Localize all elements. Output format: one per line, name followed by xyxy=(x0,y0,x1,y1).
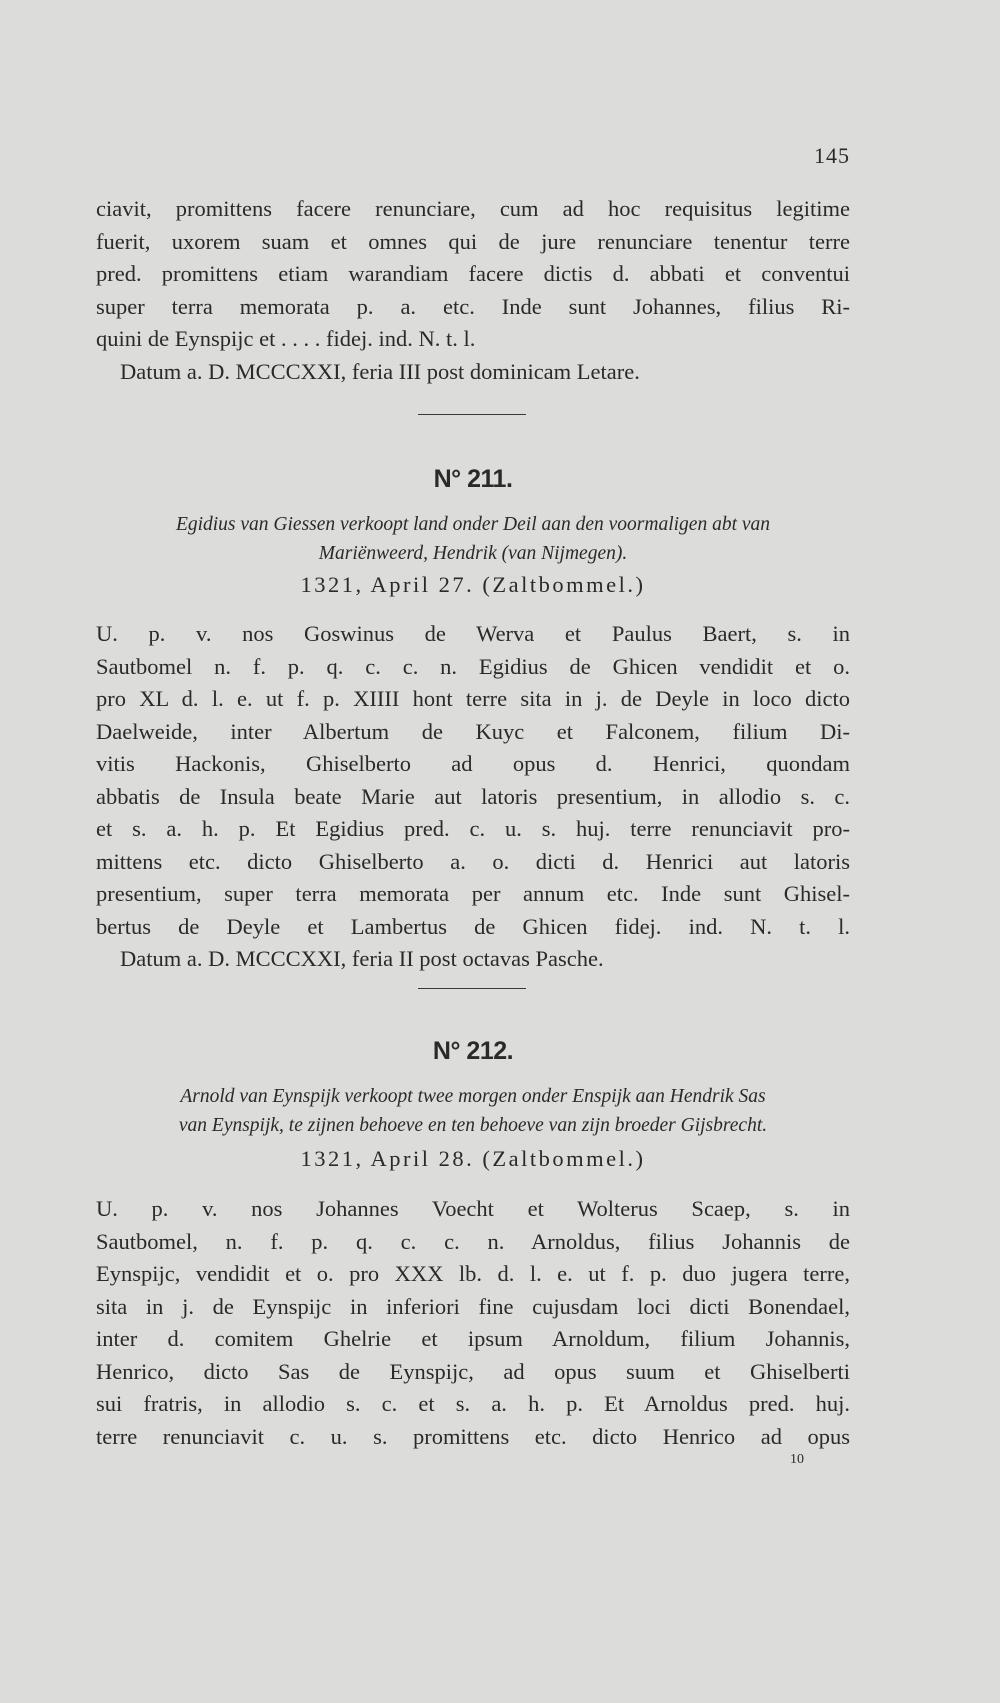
text-line: super terra memorata p. a. etc. Inde sunt Johannes, filius Ri- xyxy=(96,293,850,319)
summary-line: Mariënweerd, Hendrik (van Nijmegen). xyxy=(318,543,628,564)
text-line: U. p. v. nos Goswinus de Werva et Paulus Baert, s. in xyxy=(96,621,850,646)
summary-line: Arnold van Eynspijk verkoopt twee morgen onder Enspijk aan Hendrik Sas xyxy=(180,1086,766,1107)
entry-211-text xyxy=(96,618,850,976)
text-line: pred. promittens etiam warandiam facere dictis d. abbati et conventui xyxy=(96,261,850,286)
text-line: vitis Hackonis, Ghiselberto ad opus d. Henrici, quondam xyxy=(96,751,850,776)
text-line: pro XL d. l. e. ut f. p. XIIII hont terre sita in j. de Deyle in loco dicto xyxy=(96,686,850,711)
section-divider xyxy=(418,414,526,415)
entry-211-date: 1321, April 27. (Zaltbommel.) xyxy=(300,572,646,597)
text-line: ciavit, promittens facere renunciare, cum ad hoc requisitus legitime xyxy=(96,196,850,221)
entry-211-summary xyxy=(96,510,850,568)
text-line: inter d. comitem Ghelrie et ipsum Arnoldum, filium Johannis, xyxy=(96,1326,850,1351)
text-line: Henrico, dicto Sas de Eynspijc, ad opus suum et Ghiselberti xyxy=(96,1358,850,1384)
text-line: Sautbomel n. f. p. q. c. c. n. Egidius de Ghicen vendidit et o. xyxy=(96,653,850,679)
text-line: Eynspijc, vendidit et o. pro XXX lb. d. l. e. ut f. p. duo jugera terre, xyxy=(96,1261,850,1286)
summary-line: van Eynspijk, te zijnen behoeve en ten behoeve van zijn broeder Gijsbrecht. xyxy=(178,1115,768,1136)
page-number: 145 xyxy=(814,143,850,168)
text-line: abbatis de Insula beate Marie aut latoris presentium, in allodio s. c. xyxy=(96,783,850,809)
text-line: mittens etc. dicto Ghiselberto a. o. dicti d. Henrici aut latoris xyxy=(96,848,850,874)
entry-212-heading: N° 212. xyxy=(432,1037,514,1065)
continuation-text xyxy=(96,193,850,388)
summary-line: Egidius van Giessen verkoopt land onder Deil aan den voormaligen abt van xyxy=(175,514,771,535)
entry-211-heading: N° 211. xyxy=(433,465,513,493)
text-line: sita in j. de Eynspijc in inferiori fine cujusdam loci dicti Bonendael, xyxy=(96,1293,850,1319)
text-line: Daelweide, inter Albertum de Kuyc et Falconem, filium Di- xyxy=(96,718,850,744)
text-line: Datum a. D. MCCCXXI, feria II post octavas Pasche. xyxy=(120,946,604,971)
text-line: presentium, super terra memorata per annum etc. Inde sunt Ghisel- xyxy=(96,881,850,906)
text-line: U. p. v. nos Johannes Voecht et Wolterus Scaep, s. in xyxy=(96,1196,850,1221)
section-divider xyxy=(418,988,526,989)
entry-212-text xyxy=(96,1193,850,1453)
text-line: fuerit, uxorem suam et omnes qui de jure renunciare tenentur terre xyxy=(96,228,850,254)
text-line: sui fratris, in allodio s. c. et s. a. h. p. Et Arnoldus pred. huj. xyxy=(96,1391,850,1416)
entry-212-date: 1321, April 28. (Zaltbommel.) xyxy=(300,1146,646,1171)
text-line: et s. a. h. p. Et Egidius pred. c. u. s. huj. terre renunciavit pro- xyxy=(96,816,850,841)
signature-mark: 10 xyxy=(790,1452,804,1467)
text-line: bertus de Deyle et Lambertus de Ghicen fidej. ind. N. t. l. xyxy=(96,913,850,939)
entry-212-summary xyxy=(96,1082,850,1140)
text-line: terre renunciavit c. u. s. promittens etc. dicto Henrico ad opus xyxy=(96,1423,850,1449)
text-line: quini de Eynspijc et . . . . fidej. ind. N. t. l. xyxy=(96,326,476,351)
text-line: Sautbomel, n. f. p. q. c. c. n. Arnoldus, filius Johannis de xyxy=(96,1228,850,1254)
text-line: Datum a. D. MCCCXXI, feria III post dominicam Letare. xyxy=(120,358,640,384)
